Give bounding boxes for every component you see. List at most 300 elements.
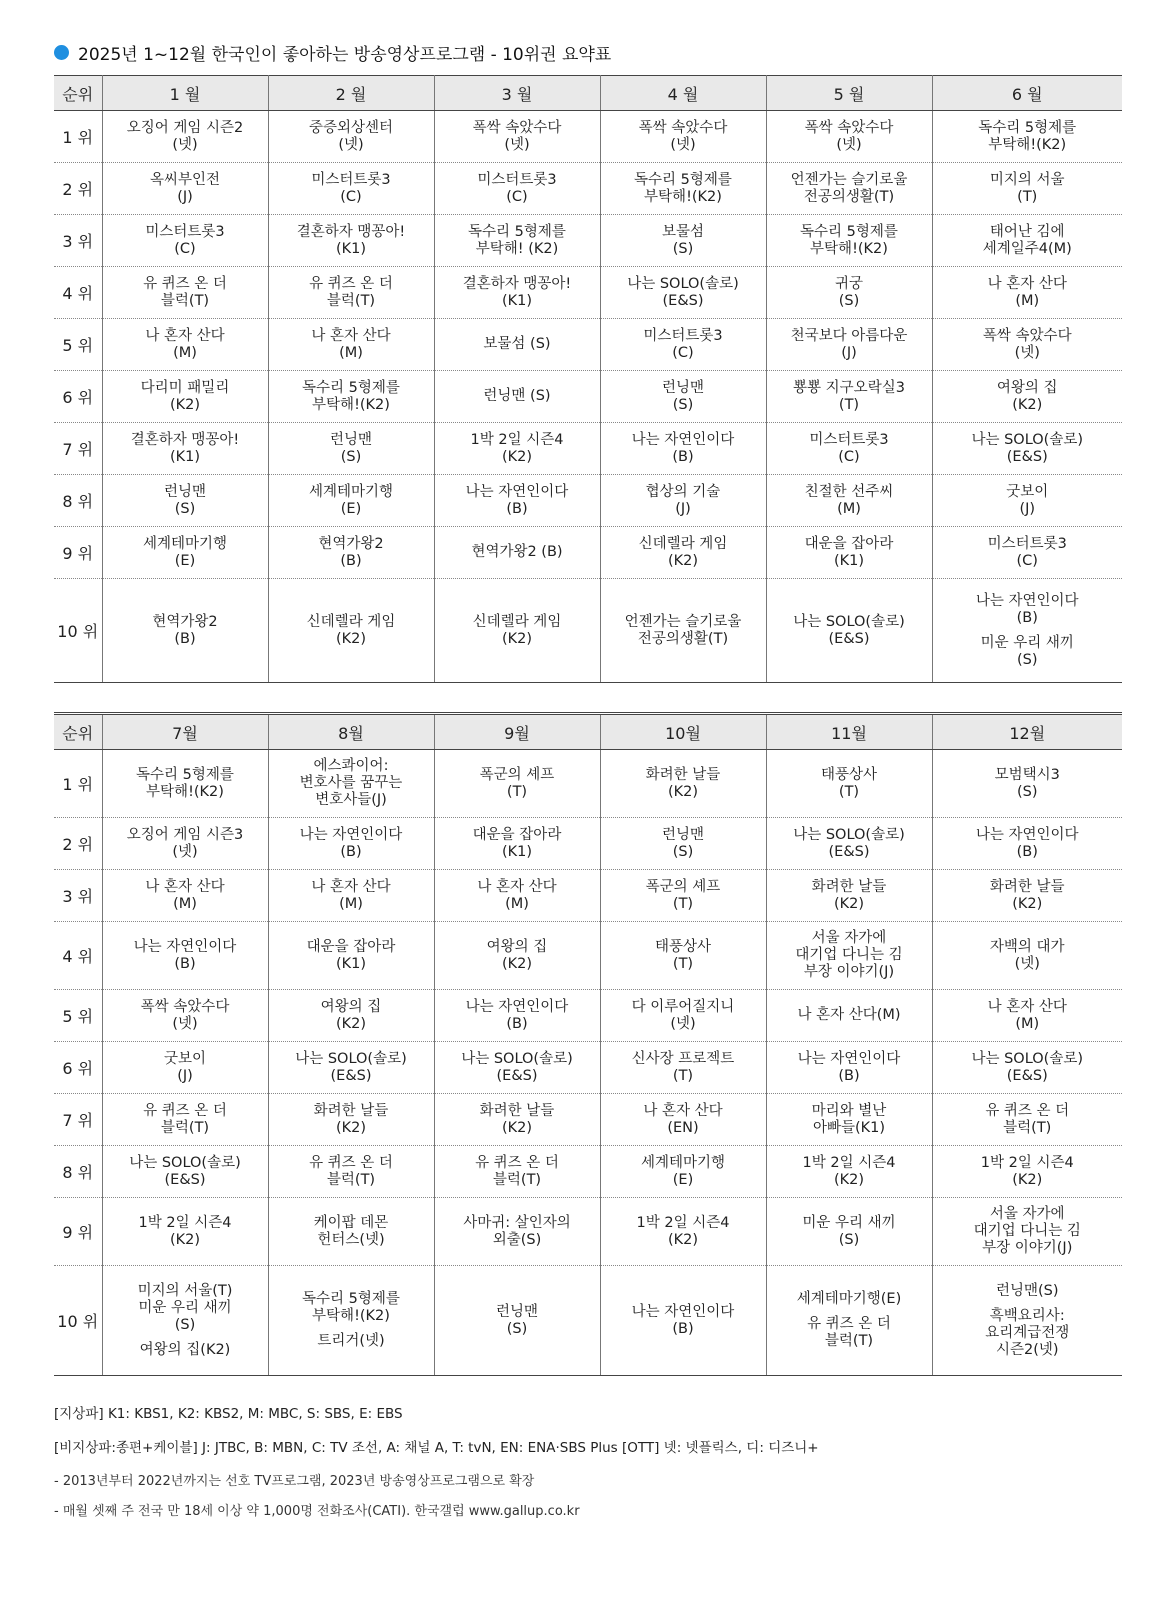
ranking-table-jul-dec <box>54 712 1122 1376</box>
program-cell <box>600 267 766 319</box>
program-name-line: (E&S) <box>828 843 870 860</box>
program-cell <box>766 423 932 475</box>
month-header: 5 월 <box>766 76 932 111</box>
program-name-line: 외출(S) <box>492 1231 542 1248</box>
program-cell <box>268 267 434 319</box>
program-name-line: (C) <box>838 448 860 465</box>
program-name-line: (넷) <box>670 1015 696 1032</box>
program-name-line: (B) <box>174 630 196 647</box>
program-name-line: (K2) <box>1012 396 1043 413</box>
program-name-line: 뿅뿅 지구오락실3 <box>793 379 905 396</box>
program-name-line: 미스터트롯3 <box>809 431 889 448</box>
program-cell <box>102 579 268 683</box>
program-name-line: (T) <box>672 895 694 912</box>
program-cell <box>434 267 600 319</box>
program-cell <box>600 1146 766 1198</box>
program-cell <box>600 475 766 527</box>
program-cell <box>766 319 932 371</box>
program-cell <box>102 922 268 990</box>
program-name-line: (K2) <box>335 1015 367 1032</box>
table-row <box>54 319 1122 371</box>
program-name-line: (K2) <box>667 1231 699 1248</box>
program-cell <box>766 267 932 319</box>
program-name-line: (M) <box>173 344 197 361</box>
program-name-line: 유 퀴즈 온 더 <box>309 275 393 292</box>
program-name-line: 에스콰이어: <box>313 758 389 774</box>
program-name-line: 서울 자가에 <box>989 1206 1065 1222</box>
program-name-line: (B) <box>340 843 362 860</box>
program-name-line: 여왕의 집 <box>996 379 1058 396</box>
program-cell <box>434 990 600 1042</box>
program-name-line: 유 퀴즈 온 더 <box>309 1154 393 1171</box>
program-name-line: 나는 SOLO(솔로) <box>627 275 739 292</box>
program-cell <box>766 579 932 683</box>
program-name-line: 태풍상사 <box>654 938 712 955</box>
program-name-line: 세계테마기행(E) <box>796 1291 902 1307</box>
program-name-line: (E&S) <box>1006 1067 1048 1084</box>
program-cell <box>102 818 268 870</box>
program-name-line: (M) <box>505 895 529 912</box>
program-cell <box>434 579 600 683</box>
program-name-line: (J) <box>177 188 193 205</box>
table-row <box>54 371 1122 423</box>
program-name-line: 시즌2(넷) <box>995 1341 1059 1358</box>
program-name-line: (넷) <box>172 136 198 153</box>
program-name-line: 세계테마기행 <box>640 1154 726 1171</box>
program-name-line: (K1) <box>501 292 533 309</box>
program-name-line: (T) <box>672 1067 694 1084</box>
program-cell <box>766 1198 932 1266</box>
program-name-line: 나는 자연인이다 <box>797 1050 901 1067</box>
rank-label: 7 위 <box>54 1094 102 1146</box>
table-row <box>54 267 1122 319</box>
program-name-line: (B) <box>506 1015 528 1032</box>
program-name-line: 협상의 기술 <box>645 483 721 500</box>
month-header: 3 월 <box>434 76 600 111</box>
program-name-line: 폭싹 속았수다 <box>638 119 728 136</box>
program-name-line: 화려한 날들 <box>479 1102 555 1119</box>
program-name-line: 화려한 날들 <box>989 878 1065 895</box>
program-cell <box>102 527 268 579</box>
program-cell <box>268 922 434 990</box>
program-cell <box>766 870 932 922</box>
program-name-line: 런닝맨 <box>329 431 373 448</box>
table-row <box>54 870 1122 922</box>
program-cell <box>600 215 766 267</box>
program-name-line: 신사장 프로젝트 <box>631 1050 735 1067</box>
program-name-line: 나 혼자 산다(M) <box>797 1007 901 1023</box>
program-cell <box>600 1094 766 1146</box>
program-name-line: 나는 자연인이다 <box>133 938 237 955</box>
program-cell <box>268 423 434 475</box>
program-name-line: 여왕의 집 <box>486 938 548 955</box>
program-cell <box>268 371 434 423</box>
program-name-line: (B) <box>506 500 528 517</box>
program-name-line: 유 퀴즈 온 더 <box>985 1102 1070 1119</box>
line-spacer <box>769 1308 930 1316</box>
rank-label: 6 위 <box>54 371 102 423</box>
program-name-line: 신데렐라 게임 <box>472 613 562 630</box>
program-name-line: 미운 우리 새끼 <box>802 1214 896 1231</box>
program-cell <box>766 818 932 870</box>
program-cell <box>600 870 766 922</box>
program-cell <box>932 579 1122 683</box>
top-header-row <box>54 76 1122 111</box>
program-name-line: 1박 2일 시즌4 <box>470 431 564 448</box>
program-name-line: (M) <box>1015 292 1040 309</box>
program-cell <box>932 1094 1122 1146</box>
program-name-line: 미운 우리 새끼 <box>138 1299 232 1316</box>
program-name-line: (B) <box>672 1320 694 1337</box>
program-cell <box>102 215 268 267</box>
program-name-line: 오징어 게임 시즌2 <box>126 119 244 136</box>
program-name-line: (S) <box>174 1316 196 1333</box>
program-name-line: (M) <box>339 895 363 912</box>
program-name-line: (T) <box>1017 188 1038 205</box>
rank-label: 8 위 <box>54 1146 102 1198</box>
program-name-line: 굿보이 <box>163 1050 207 1067</box>
program-name-line: 세계테마기행 <box>308 483 394 500</box>
program-cell <box>268 1094 434 1146</box>
program-name-line: (E&S) <box>662 292 704 309</box>
program-name-line: 나는 SOLO(솔로) <box>461 1050 573 1067</box>
program-name-line: 런닝맨(S) <box>995 1282 1059 1299</box>
rank-label: 8 위 <box>54 475 102 527</box>
rank-label: 9 위 <box>54 527 102 579</box>
program-cell <box>102 371 268 423</box>
footnote-history: - 2013년부터 2022년까지는 선호 TV프로그램, 2023년 방송영상프로그램으로 확장 <box>54 1474 535 1489</box>
program-name-line: (K2) <box>501 955 533 972</box>
rank-label: 4 위 <box>54 922 102 990</box>
program-name-line: (K2) <box>667 552 699 569</box>
program-name-line: (B) <box>340 552 362 569</box>
table-row <box>54 1266 1122 1376</box>
table-row <box>54 111 1122 163</box>
program-name-line: 현역가왕2 <box>318 535 384 552</box>
program-name-line: 결혼하자 맹꽁아! <box>462 275 572 292</box>
program-name-line: (S) <box>340 448 362 465</box>
program-name-line: (E) <box>340 500 362 517</box>
program-cell <box>268 818 434 870</box>
bullet-dot-icon <box>54 45 69 60</box>
program-name-line: (T) <box>672 955 694 972</box>
program-cell <box>932 870 1122 922</box>
program-name-line: 굿보이 <box>1006 483 1049 500</box>
program-cell <box>766 527 932 579</box>
program-cell <box>932 215 1122 267</box>
program-cell <box>766 475 932 527</box>
program-name-line: (K1) <box>501 843 533 860</box>
rank-label: 3 위 <box>54 215 102 267</box>
program-name-line: (K1) <box>335 955 367 972</box>
program-cell <box>102 1146 268 1198</box>
program-name-line: 블럭(T) <box>160 1119 210 1136</box>
program-cell <box>932 1266 1122 1376</box>
program-name-line: 독수리 5형제를 <box>302 379 400 396</box>
program-name-line: 나 혼자 산다 <box>311 327 391 344</box>
program-cell <box>600 579 766 683</box>
program-name-line: 나는 자연인이다 <box>299 826 403 843</box>
program-name-line: (E&S) <box>496 1067 538 1084</box>
program-name-line: 1박 2일 시즌4 <box>980 1154 1074 1171</box>
program-name-line: 폭싹 속았수다 <box>982 327 1072 344</box>
program-name-line: (K2) <box>833 895 865 912</box>
program-name-line: 현역가왕2 (B) <box>471 544 563 560</box>
program-cell <box>102 111 268 163</box>
program-cell <box>102 990 268 1042</box>
program-cell <box>932 319 1122 371</box>
program-name-line: 블럭(T) <box>326 1171 376 1188</box>
program-name-line: 다리미 패밀리 <box>140 379 230 396</box>
program-cell <box>600 990 766 1042</box>
program-name-line: 중증외상센터 <box>308 119 394 136</box>
footnote-methodology: - 매월 셋째 주 전국 만 18세 이상 약 1,000명 전화조사(CATI). 한국갤럽 www.gallup.co.kr <box>54 1504 580 1519</box>
program-cell <box>600 1042 766 1094</box>
program-name-line: 결혼하자 맹꽁아! <box>130 431 240 448</box>
program-cell <box>102 870 268 922</box>
program-name-line: 나는 SOLO(솔로) <box>793 613 905 630</box>
program-name-line: 전공의생활(T) <box>637 630 729 647</box>
program-name-line: 블럭(T) <box>1003 1119 1052 1136</box>
program-name-line: 서울 자가에 <box>811 930 887 946</box>
program-name-line: 부장 이야기(J) <box>803 964 895 980</box>
program-cell <box>102 1042 268 1094</box>
program-name-line: 미지의 서울 <box>989 171 1065 188</box>
table-row <box>54 818 1122 870</box>
program-name-line: 나 혼자 산다 <box>145 878 225 895</box>
program-name-line: (S) <box>838 292 860 309</box>
program-name-line: 나는 자연인이다 <box>975 826 1079 843</box>
program-name-line: 나는 자연인이다 <box>975 592 1079 609</box>
program-name-line: (넷) <box>670 136 696 153</box>
program-cell <box>600 922 766 990</box>
program-cell <box>268 319 434 371</box>
program-cell <box>932 267 1122 319</box>
program-name-line: 나 혼자 산다 <box>145 327 225 344</box>
program-cell <box>932 527 1122 579</box>
program-name-line: 태풍상사 <box>820 766 878 783</box>
program-name-line: 나는 SOLO(솔로) <box>295 1050 407 1067</box>
program-cell <box>268 579 434 683</box>
program-name-line: 런닝맨 <box>495 1303 539 1320</box>
program-cell <box>600 1198 766 1266</box>
program-name-line: 폭싹 속았수다 <box>140 998 230 1015</box>
program-name-line: 여왕의 집 <box>320 998 382 1015</box>
program-name-line: 유 퀴즈 온 더 <box>143 275 227 292</box>
program-cell <box>766 111 932 163</box>
program-cell <box>434 371 600 423</box>
program-cell <box>932 818 1122 870</box>
program-name-line: (K2) <box>667 783 699 800</box>
program-name-line: (EN) <box>667 1119 699 1136</box>
program-cell <box>102 319 268 371</box>
program-cell <box>932 922 1122 990</box>
program-name-line: (E) <box>672 1171 694 1188</box>
rank-label: 5 위 <box>54 990 102 1042</box>
rank-label: 1 위 <box>54 111 102 163</box>
table-row <box>54 579 1122 683</box>
program-name-line: (넷) <box>172 1015 198 1032</box>
program-name-line: 다 이루어질지니 <box>631 998 735 1015</box>
program-name-line: 독수리 5형제를 <box>978 119 1077 136</box>
program-cell <box>102 1266 268 1376</box>
program-name-line: 현역가왕2 <box>152 613 218 630</box>
table-row <box>54 475 1122 527</box>
program-name-line: 부탁해!(K2) <box>312 1308 390 1324</box>
program-name-line: 화려한 날들 <box>645 766 721 783</box>
rank-label: 10 위 <box>54 1266 102 1376</box>
program-name-line: (K2) <box>501 448 533 465</box>
program-cell <box>102 1198 268 1266</box>
rank-label: 3 위 <box>54 870 102 922</box>
program-name-line: 독수리 5형제를 <box>136 766 234 783</box>
program-name-line: 세계테마기행 <box>142 535 228 552</box>
program-name-line: 블럭(T) <box>160 292 210 309</box>
program-cell <box>434 527 600 579</box>
program-name-line: (T) <box>506 783 528 800</box>
rank-header: 순위 <box>54 714 102 750</box>
program-cell <box>766 215 932 267</box>
program-name-line: (S) <box>1016 783 1038 800</box>
program-cell <box>766 163 932 215</box>
program-name-line: 블럭(T) <box>492 1171 542 1188</box>
program-name-line: 부탁해!(K2) <box>146 783 224 800</box>
program-cell <box>434 423 600 475</box>
table-row <box>54 750 1122 818</box>
program-name-line: (K2) <box>335 1119 367 1136</box>
table-row <box>54 163 1122 215</box>
program-name-line: (K1) <box>169 448 201 465</box>
month-header: 10월 <box>600 714 766 750</box>
program-name-line: 신데렐라 게임 <box>638 535 728 552</box>
month-header: 8월 <box>268 714 434 750</box>
program-name-line: (B) <box>672 448 694 465</box>
program-name-line: 변호사들(J) <box>315 792 387 808</box>
ranking-table-jan-jun <box>54 75 1122 683</box>
program-name-line: (넷) <box>836 136 862 153</box>
table-row <box>54 527 1122 579</box>
program-name-line: (B) <box>1016 843 1038 860</box>
table-row <box>54 215 1122 267</box>
program-name-line: 폭군의 셰프 <box>645 878 721 895</box>
rank-label: 4 위 <box>54 267 102 319</box>
program-cell <box>102 475 268 527</box>
program-name-line: (K2) <box>169 1231 201 1248</box>
program-name-line: 대운을 잡아라 <box>306 938 396 955</box>
program-cell <box>600 319 766 371</box>
program-name-line: 신데렐라 게임 <box>306 613 396 630</box>
program-name-line: 나 혼자 산다 <box>477 878 557 895</box>
table-row <box>54 423 1122 475</box>
program-name-line: 런닝맨 <box>661 379 705 396</box>
program-cell <box>268 1146 434 1198</box>
table-row <box>54 990 1122 1042</box>
broadcaster-legend-terrestrial: [지상파] K1: KBS1, K2: KBS2, M: MBC, S: SBS, E: EBS <box>54 1406 403 1422</box>
program-name-line: 결혼하자 맹꽁아! <box>296 223 406 240</box>
table-row <box>54 1146 1122 1198</box>
program-name-line: 유 퀴즈 온 더 <box>807 1316 891 1332</box>
program-name-line: 변호사를 꿈꾸는 <box>299 775 403 791</box>
program-cell <box>932 423 1122 475</box>
month-header: 12월 <box>932 714 1122 750</box>
program-name-line: 전공의생활(T) <box>803 188 895 205</box>
program-name-line: (K2) <box>335 630 367 647</box>
broadcaster-legend-cable-ott: [비지상파:종편+케이블] J: JTBC, B: MBN, C: TV 조선, A: 채널 A, T: tvN, EN: ENA·SBS Plus [OTT] 넷: 넷플릭스, 디: 디즈니+ <box>54 1440 819 1456</box>
program-name-line: 1박 2일 시즌4 <box>802 1154 896 1171</box>
program-name-line: 나 혼자 산다 <box>987 998 1067 1015</box>
program-cell <box>434 215 600 267</box>
month-header: 9월 <box>434 714 600 750</box>
program-name-line: (J) <box>1019 500 1036 517</box>
program-name-line: 나는 자연인이다 <box>631 431 735 448</box>
program-name-line: 미스터트롯3 <box>987 535 1067 552</box>
program-name-line: 사마귀: 살인자의 <box>463 1214 571 1231</box>
program-name-line: 대운을 잡아라 <box>472 826 562 843</box>
program-cell <box>600 1266 766 1376</box>
month-header: 6 월 <box>932 76 1122 111</box>
program-name-line: (S) <box>506 1320 528 1337</box>
program-name-line: 블럭(T) <box>824 1333 874 1349</box>
bottom-header-row <box>54 714 1122 750</box>
program-cell <box>268 111 434 163</box>
program-name-line: 미스터트롯3 <box>311 171 391 188</box>
program-name-line: 나는 자연인이다 <box>465 998 569 1015</box>
program-name-line: 흑백요리사: <box>989 1307 1065 1324</box>
program-name-line: 자백의 대가 <box>989 938 1065 955</box>
program-name-line: 여왕의 집(K2) <box>139 1341 231 1358</box>
program-name-line: (E&S) <box>164 1171 206 1188</box>
program-name-line: 보물섬 (S) <box>483 336 551 352</box>
program-name-line: (C) <box>672 344 694 361</box>
table-row <box>54 922 1122 990</box>
program-name-line: 유 퀴즈 온 더 <box>475 1154 559 1171</box>
program-name-line: 독수리 5형제를 <box>302 1291 400 1307</box>
program-name-line: 미지의 서울(T) <box>137 1282 233 1299</box>
program-name-line: (C) <box>340 188 362 205</box>
program-cell <box>102 423 268 475</box>
program-name-line: (B) <box>174 955 196 972</box>
program-name-line: (M) <box>837 500 861 517</box>
program-name-line: (J) <box>841 344 857 361</box>
program-cell <box>600 163 766 215</box>
program-name-line: 나는 SOLO(솔로) <box>129 1154 241 1171</box>
program-name-line: (E) <box>174 552 196 569</box>
program-cell <box>932 1198 1122 1266</box>
program-name-line: (K2) <box>169 396 201 413</box>
program-name-line: (C) <box>174 240 196 257</box>
month-header: 7월 <box>102 714 268 750</box>
program-cell <box>766 990 932 1042</box>
table-row <box>54 1094 1122 1146</box>
month-header: 4 월 <box>600 76 766 111</box>
program-name-line: (E&S) <box>1006 448 1048 465</box>
rank-label: 1 위 <box>54 750 102 818</box>
program-name-line: (T) <box>838 783 860 800</box>
program-name-line: 폭싹 속았수다 <box>472 119 562 136</box>
program-name-line: 친절한 선주씨 <box>804 483 894 500</box>
program-name-line: 나는 자연인이다 <box>631 1303 735 1320</box>
line-spacer <box>271 1325 432 1333</box>
program-cell <box>932 163 1122 215</box>
program-name-line: 나 혼자 산다 <box>643 1102 723 1119</box>
rank-label: 2 위 <box>54 163 102 215</box>
month-header: 2 월 <box>268 76 434 111</box>
program-cell <box>932 1042 1122 1094</box>
program-cell <box>600 527 766 579</box>
rank-label: 6 위 <box>54 1042 102 1094</box>
program-name-line: 미운 우리 새끼 <box>980 634 1074 651</box>
program-cell <box>932 371 1122 423</box>
